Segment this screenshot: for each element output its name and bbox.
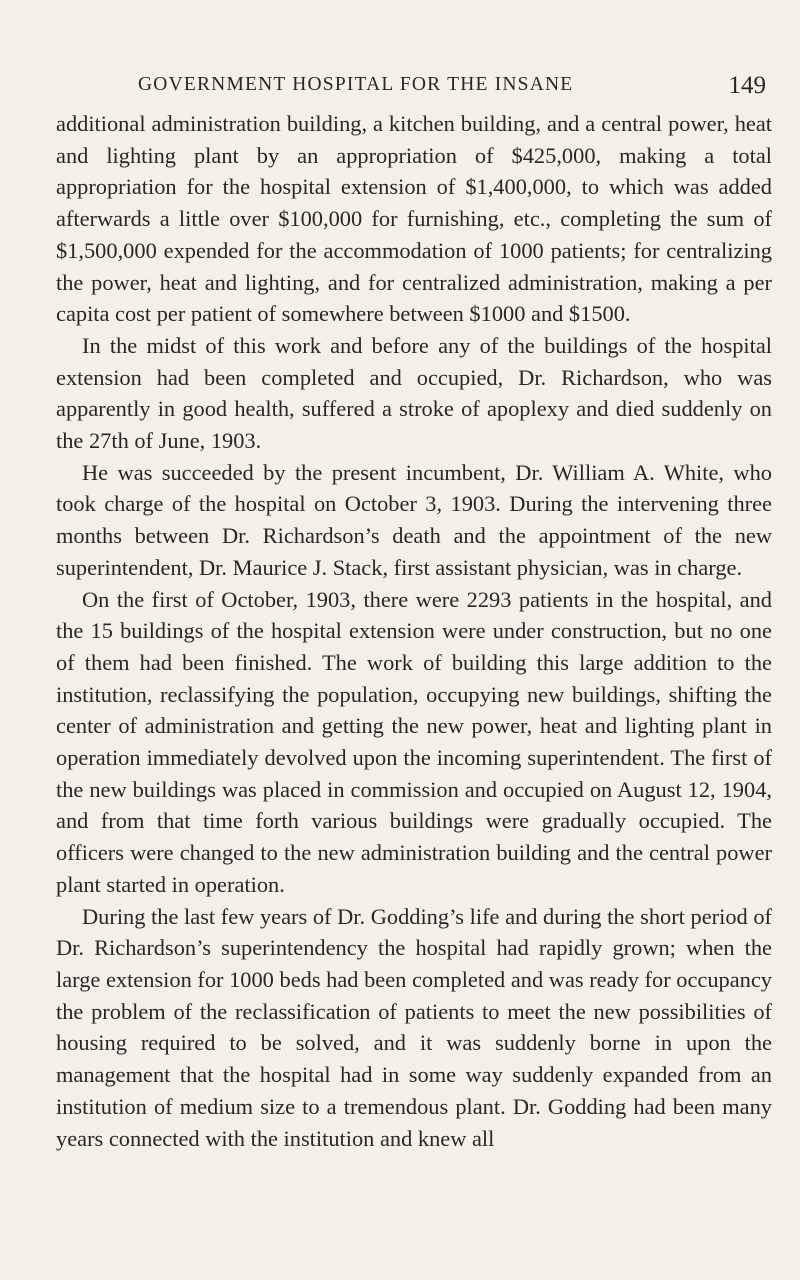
body-text [56, 108, 772, 1154]
paragraph-white-succession: He was succeeded by the present incumbent, Dr. William A. White, who took charge of the hospital on October 3, 1903. During the intervening three months between Dr. Richardson’s death and the appointment of the new superintendent, Dr. Maurice J. Stack, first assistant physician, was in charge. [56, 459, 772, 580]
page-number: 149 [728, 72, 766, 99]
running-header [138, 74, 766, 104]
paragraph-godding-years: During the last few years of Dr. Godding’s life and during the short period of Dr. Richardson’s superintendency the hospital had rapidly grown; when the large extension for 1000 beds had been completed and was ready for occupancy the problem of the reclassification of patients to meet the new possibilities of housing required to be solved, and it was suddenly borne in upon the management that the hospital had in some way suddenly expanded from an institution of medium size to a tremendous plant. Dr. Godding had been many years connected with the institution and knew all [56, 903, 772, 1151]
running-header-title: GOVERNMENT HOSPITAL FOR THE INSANE [138, 74, 574, 95]
paragraph-continued: additional administration building, a kitchen building, and a central power, heat and lighting plant by an appropriation of $425,000, making a total appropriation for the hospital extension of $1,400,000, to which was added afterwards a little over $100,000 for furnishing, etc., completing the sum of $1,500,000 expended for the accommodation of 1000 patients; for centralizing the power, heat and lighting, and for centralized administration, making a per capita cost per patient of somewhere between $1000 and $1500. [56, 111, 772, 327]
paragraph-richardson-death: In the midst of this work and before any of the buildings of the hospital extension had been completed and occupied, Dr. Richardson, who was apparently in good health, suffered a stroke of apoplexy and died suddenly on the 27th of June, 1903. [56, 332, 772, 454]
paragraph-october-1903: On the first of October, 1903, there were 2293 patients in the hospital, and the 15 buildings of the hospital extension were under construction, but no one of them had been finished. The work of building this large addition to the institution, reclassifying the population, occupying new buildings, shifting the center of administration and getting the new power, heat and lighting plant in operation immediately devolved upon the incoming superintendent. The first of the new buildings was placed in commission and occupied on August 12, 1904, and from that time forth various buildings were gradually occupied. The officers were changed to the new administration building and the central power plant started in operation. [56, 586, 772, 897]
